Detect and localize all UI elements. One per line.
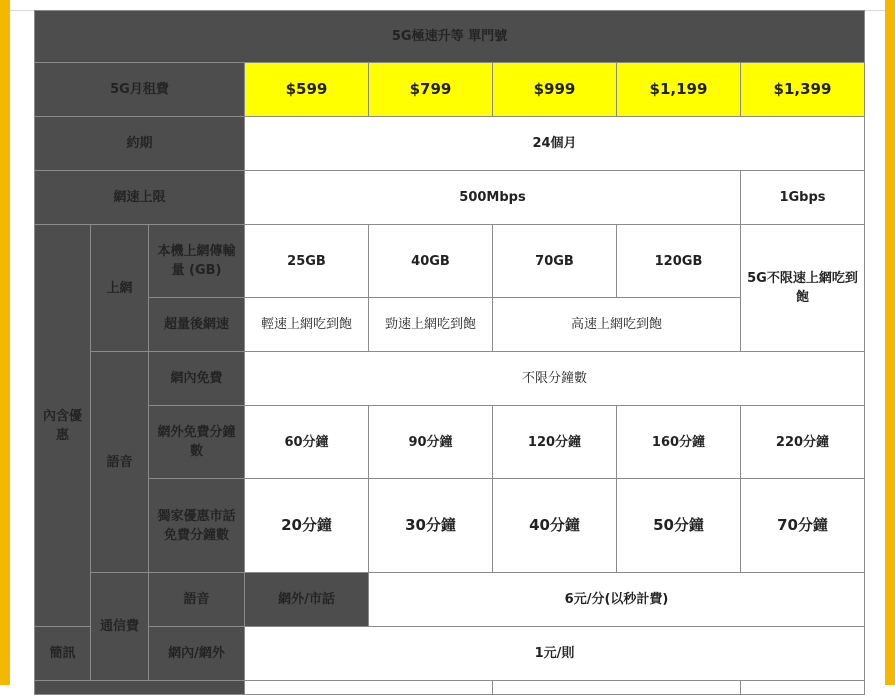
landline-row bbox=[35, 479, 865, 573]
title-row bbox=[35, 11, 865, 63]
sms-row bbox=[35, 627, 865, 681]
off-net-cell: 120分鐘 bbox=[493, 406, 617, 479]
next-row-cell bbox=[493, 681, 741, 695]
data-allowance-row bbox=[35, 225, 865, 298]
price-cell: $799 bbox=[369, 63, 493, 117]
price-cell: $1,399 bbox=[741, 63, 865, 117]
table-title: 5G極速升等 單門號 bbox=[35, 11, 865, 63]
next-row-cell bbox=[741, 681, 865, 695]
landline-cell: 70分鐘 bbox=[741, 479, 865, 573]
price-row bbox=[35, 63, 865, 117]
landline-label: 獨家優惠市話免費分鐘數 bbox=[149, 479, 245, 573]
off-net-cell: 160分鐘 bbox=[617, 406, 741, 479]
price-cell: $1,199 bbox=[617, 63, 741, 117]
on-net-label: 網內免費 bbox=[149, 352, 245, 406]
sms-sub: 網內/網外 bbox=[149, 627, 245, 681]
sms-value: 1元/則 bbox=[245, 627, 865, 681]
over-limit-cell: 輕速上網吃到飽 bbox=[245, 298, 369, 352]
unlimited-data-cell: 5G不限速上網吃到飽 bbox=[741, 225, 865, 352]
off-net-cell: 220分鐘 bbox=[741, 406, 865, 479]
contract-row bbox=[35, 117, 865, 171]
data-allowance-cell: 40GB bbox=[369, 225, 493, 298]
included-benefits-label: 內含優惠 bbox=[35, 225, 91, 627]
off-net-cell: 60分鐘 bbox=[245, 406, 369, 479]
data-group-label: 上網 bbox=[91, 225, 149, 352]
over-limit-label: 超量後網速 bbox=[149, 298, 245, 352]
comm-voice-row bbox=[35, 573, 865, 627]
data-allowance-label: 本機上網傳輸量 (GB) bbox=[149, 225, 245, 298]
data-allowance-cell: 120GB bbox=[617, 225, 741, 298]
on-net-row bbox=[35, 352, 865, 406]
over-limit-row bbox=[35, 298, 865, 352]
landline-cell: 30分鐘 bbox=[369, 479, 493, 573]
speed-value: 500Mbps bbox=[245, 171, 741, 225]
monthly-fee-label: 5G月租費 bbox=[35, 63, 245, 117]
comm-voice-value: 6元/分(以秒計費) bbox=[369, 573, 865, 627]
price-cell: $999 bbox=[493, 63, 617, 117]
comm-fee-label: 通信費 bbox=[91, 573, 149, 681]
on-net-value: 不限分鐘數 bbox=[245, 352, 865, 406]
comm-voice-label: 語音 bbox=[149, 573, 245, 627]
speed-label: 網速上限 bbox=[35, 171, 245, 225]
voice-group-label: 語音 bbox=[91, 352, 149, 573]
data-allowance-cell: 25GB bbox=[245, 225, 369, 298]
data-allowance-cell: 70GB bbox=[493, 225, 617, 298]
sms-label: 簡訊 bbox=[35, 627, 91, 681]
off-net-cell: 90分鐘 bbox=[369, 406, 493, 479]
price-cell: $599 bbox=[245, 63, 369, 117]
contract-value: 24個月 bbox=[245, 117, 865, 171]
next-row-header bbox=[35, 681, 245, 695]
over-limit-cell: 勁速上網吃到飽 bbox=[369, 298, 493, 352]
speed-value: 1Gbps bbox=[741, 171, 865, 225]
next-row-cell bbox=[245, 681, 493, 695]
next-row-partial bbox=[35, 681, 865, 695]
contract-label: 約期 bbox=[35, 117, 245, 171]
speed-row bbox=[35, 171, 865, 225]
over-limit-cell: 高速上網吃到飽 bbox=[493, 298, 741, 352]
landline-cell: 40分鐘 bbox=[493, 479, 617, 573]
comm-voice-sub: 網外/市話 bbox=[245, 573, 369, 627]
right-yellow-border bbox=[885, 0, 895, 685]
plan-comparison-table bbox=[34, 10, 865, 695]
off-net-label: 網外免費分鐘數 bbox=[149, 406, 245, 479]
left-yellow-border bbox=[0, 0, 10, 685]
off-net-row bbox=[35, 406, 865, 479]
landline-cell: 50分鐘 bbox=[617, 479, 741, 573]
landline-cell: 20分鐘 bbox=[245, 479, 369, 573]
